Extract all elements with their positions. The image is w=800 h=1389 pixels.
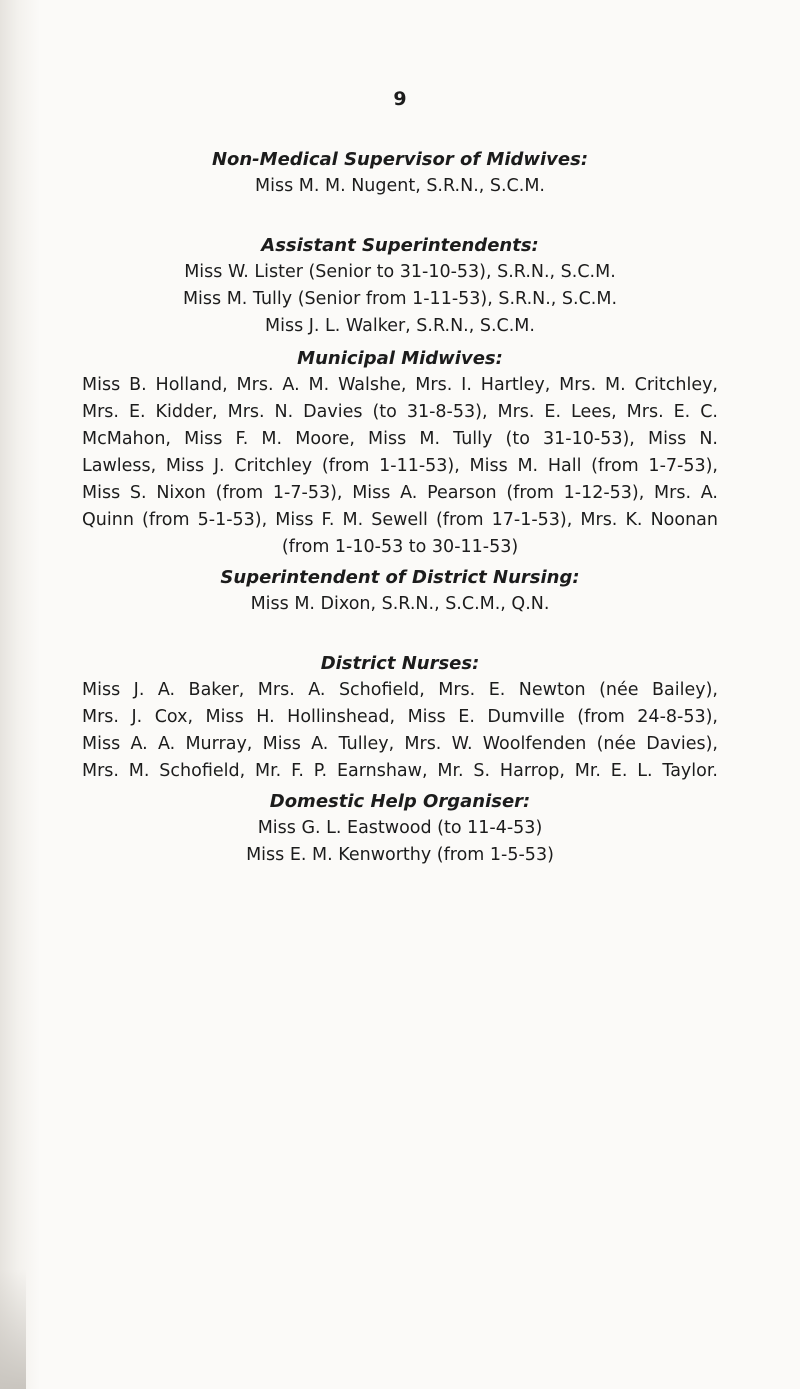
district-nurses-line: Mrs. J. Cox, Miss H. Hollinshead, Miss E. Dumville (from 24-8-53), xyxy=(82,707,718,727)
assistant-superintendent-line: Miss J. L. Walker, S.R.N., S.C.M. xyxy=(265,316,535,336)
district-nursing-superintendent-heading: Superintendent of District Nursing: xyxy=(220,567,580,588)
assistant-superintendent-line: Miss M. Tully (Senior from 1-11-53), S.R.N., S.C.M. xyxy=(182,289,618,309)
district-nursing-superintendent-section xyxy=(82,565,718,618)
district-nurses-list xyxy=(82,677,718,785)
municipal-midwives-line: Miss B. Holland, Mrs. A. M. Walshe, Mrs. I. Hartley, Mrs. M. Critchley, xyxy=(82,375,718,395)
page-number: 9 xyxy=(393,88,407,110)
district-nursing-superintendent-line: Miss M. Dixon, S.R.N., S.C.M., Q.N. xyxy=(250,594,550,614)
supervisor-heading: Non-Medical Supervisor of Midwives: xyxy=(211,149,589,170)
supervisor-line: Miss M. M. Nugent, S.R.N., S.C.M. xyxy=(254,176,545,196)
municipal-midwives-line: Lawless, Miss J. Critchley (from 1-11-53), Miss M. Hall (from 1-7-53), xyxy=(82,456,718,476)
municipal-midwives-line: Mrs. E. Kidder, Mrs. N. Davies (to 31-8-53), Mrs. E. Lees, Mrs. E. C. xyxy=(82,402,718,422)
municipal-midwives-line: Miss S. Nixon (from 1-7-53), Miss A. Pearson (from 1-12-53), Mrs. A. xyxy=(82,483,718,503)
domestic-help-heading: Domestic Help Organiser: xyxy=(269,791,531,812)
assistant-superintendents-heading: Assistant Superintendents: xyxy=(261,235,539,256)
municipal-midwives-heading: Municipal Midwives: xyxy=(297,348,503,369)
district-nurses-line: Miss J. A. Baker, Mrs. A. Schofield, Mrs. E. Newton (née Bailey), xyxy=(82,680,718,700)
domestic-help-section xyxy=(82,789,718,869)
municipal-midwives-line: (from 1-10-53 to 30-11-53) xyxy=(281,537,519,557)
municipal-midwives-line: McMahon, Miss F. M. Moore, Miss M. Tully (to 31-10-53), Miss N. xyxy=(82,429,718,449)
domestic-help-line: Miss E. M. Kenworthy (from 1-5-53) xyxy=(246,845,554,865)
district-nurses-section xyxy=(82,651,718,785)
municipal-midwives-line: Quinn (from 5-1-53), Miss F. M. Sewell (from 17-1-53), Mrs. K. Noonan xyxy=(82,510,718,530)
assistant-superintendent-line: Miss W. Lister (Senior to 31-10-53), S.R.N., S.C.M. xyxy=(184,262,616,282)
district-nurses-line: Mrs. M. Schofield, Mr. F. P. Earnshaw, Mr. S. Harrop, Mr. E. L. Taylor. xyxy=(82,761,718,781)
district-nurses-line: Miss A. A. Murray, Miss A. Tulley, Mrs. W. Woolfenden (née Davies), xyxy=(82,734,718,754)
page-corner-shadow xyxy=(0,1269,26,1389)
district-nurses-heading: District Nurses: xyxy=(320,653,480,674)
municipal-midwives-section xyxy=(82,346,718,561)
page-edge-shadow xyxy=(0,0,40,1389)
municipal-midwives-list xyxy=(82,372,718,561)
assistant-superintendents-section xyxy=(82,233,718,340)
supervisor-section xyxy=(82,147,718,200)
domestic-help-line: Miss G. L. Eastwood (to 11-4-53) xyxy=(257,818,543,838)
